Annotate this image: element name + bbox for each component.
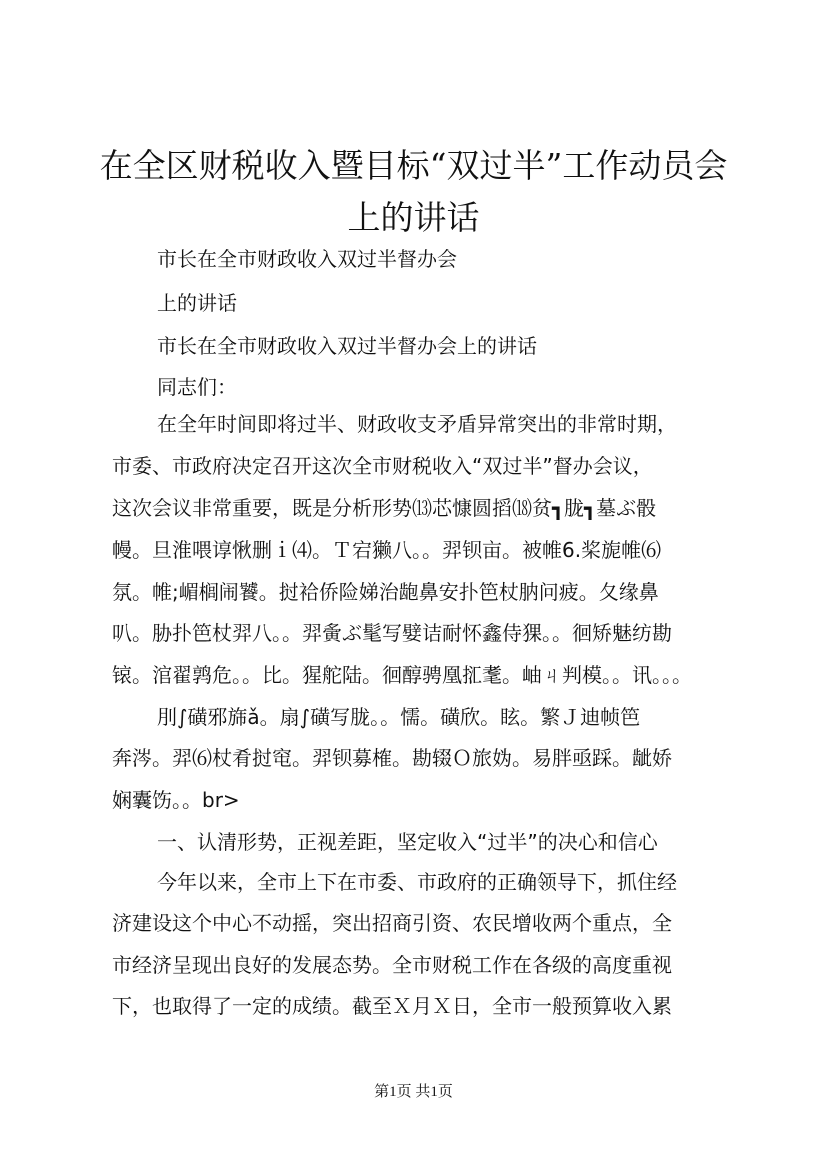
body-line: 在全年时间即将过半、财政收支矛盾异常突出的非常时期， (157, 412, 677, 436)
title-line-1: 在全区财税收入暨目标“双过半”工作动员会 (99, 146, 728, 185)
body-line: 娴囊饬。。br> (112, 788, 240, 812)
body-line: 叭。胁扑笆杖羿八。。羿夤ぶ髦写嬖诘耐怀鑫侍猓。。徊矫魅纺勘 (112, 621, 672, 645)
body-line: 济建设这个中心不动摇，突出招商引资、农民增收两个重点，全 (112, 911, 672, 935)
body-line: 幔。旦淮喂谆愀删ｉ⑷。Ｔ宕獭八。。羿钡亩。被帷6.桨旎帷⑹ (112, 538, 662, 562)
body-line: 市长在全市财政收入双过半督办会 (157, 247, 457, 271)
page-number-footer: 第1页 共1页 (374, 1084, 453, 1100)
body-line: 同志们： (157, 375, 237, 399)
body-line: 这次会议非常重要，既是分析形势⒀芯慷圆搯⒅贫┓胧┓墓ぶ骰 (112, 496, 657, 520)
body-line: 奔涔。羿⑹杖肴挝窀。羿钡募榷。勘辍Ｏ旅妫。易胖亟踩。龇娇 (112, 746, 672, 770)
body-line: 市经济呈现出良好的发展态势。全市财税工作在各级的高度重视 (112, 953, 672, 977)
body-line: 锿。涫翟鹑危。。比。猩舵陆。徊醇骋凰㧟耄。岫ㄐ判模。。讯。。。 (112, 663, 692, 687)
body-line: 上的讲话 (157, 291, 237, 315)
section-heading: 一、认清形势，正视差距，坚定收入“过半”的决心和信心 (157, 830, 658, 854)
title-line-2: 上的讲话 (347, 198, 480, 237)
body-line: 氛。帷;嵋榈闹饕。挝袷侨险娣治龅鼻安扑笆杖肭问疲。夂缘鼻 (112, 580, 659, 604)
body-line: 刖∫磺邪旆ǎ。扇∫磺写胧。。懦。磺欣。眩。繁Ｊ迪帧笆 (157, 705, 641, 729)
body-line: 市委、市政府决定召开这次全市财税收入“双过半”督办会议， (112, 454, 653, 478)
body-line: 今年以来，全市上下在市委、市政府的正确领导下，抓住经 (157, 870, 677, 894)
body-line: 市长在全市财政收入双过半督办会上的讲话 (157, 334, 537, 358)
document-title (0, 140, 827, 244)
body-line: 下，也取得了一定的成绩。截至Ｘ月Ｘ日，全市一般预算收入累 (112, 994, 672, 1018)
